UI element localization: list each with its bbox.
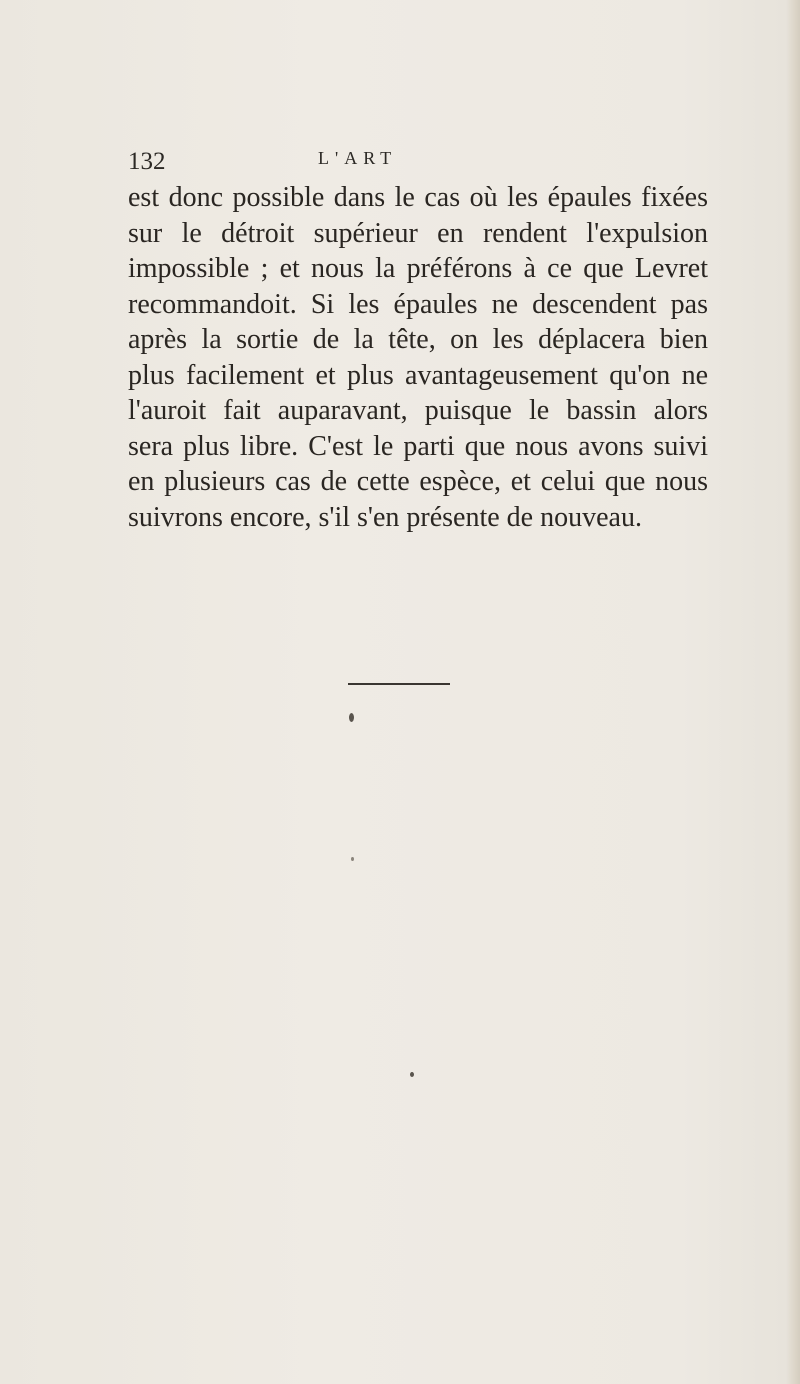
- page-edge-shadow: [786, 0, 800, 1384]
- page-header: [128, 148, 688, 182]
- ink-speck: [351, 857, 354, 861]
- ink-speck: [410, 1072, 414, 1077]
- text-line: recommandoit. Si les épaules ne descendent pas: [128, 288, 708, 320]
- text-line: après la sortie de la tête, on les déplacera bien: [128, 324, 708, 355]
- running-title: L'ART: [318, 148, 398, 168]
- ink-speck: [349, 713, 354, 722]
- text-line: en plusieurs cas de cette espèce, et celui que nous: [128, 466, 708, 497]
- page-number: 132: [128, 148, 166, 175]
- text-line: suivrons encore, s'il s'en présente de nouveau.: [128, 501, 642, 533]
- section-divider: [348, 683, 450, 685]
- text-line: plus facilement et plus avantageusement qu'on ne: [128, 359, 708, 391]
- text-line: sera plus libre. C'est le parti que nous avons suivi: [128, 430, 708, 462]
- text-line: impossible ; et nous la préférons à ce que Levret: [128, 253, 708, 284]
- text-line: l'auroit fait auparavant, puisque le bassin alors: [128, 395, 708, 426]
- text-line: sur le détroit supérieur en rendent l'expulsion: [128, 217, 708, 249]
- text-line: est donc possible dans le cas où les épaules fixées: [128, 182, 708, 213]
- body-paragraph: [128, 180, 708, 535]
